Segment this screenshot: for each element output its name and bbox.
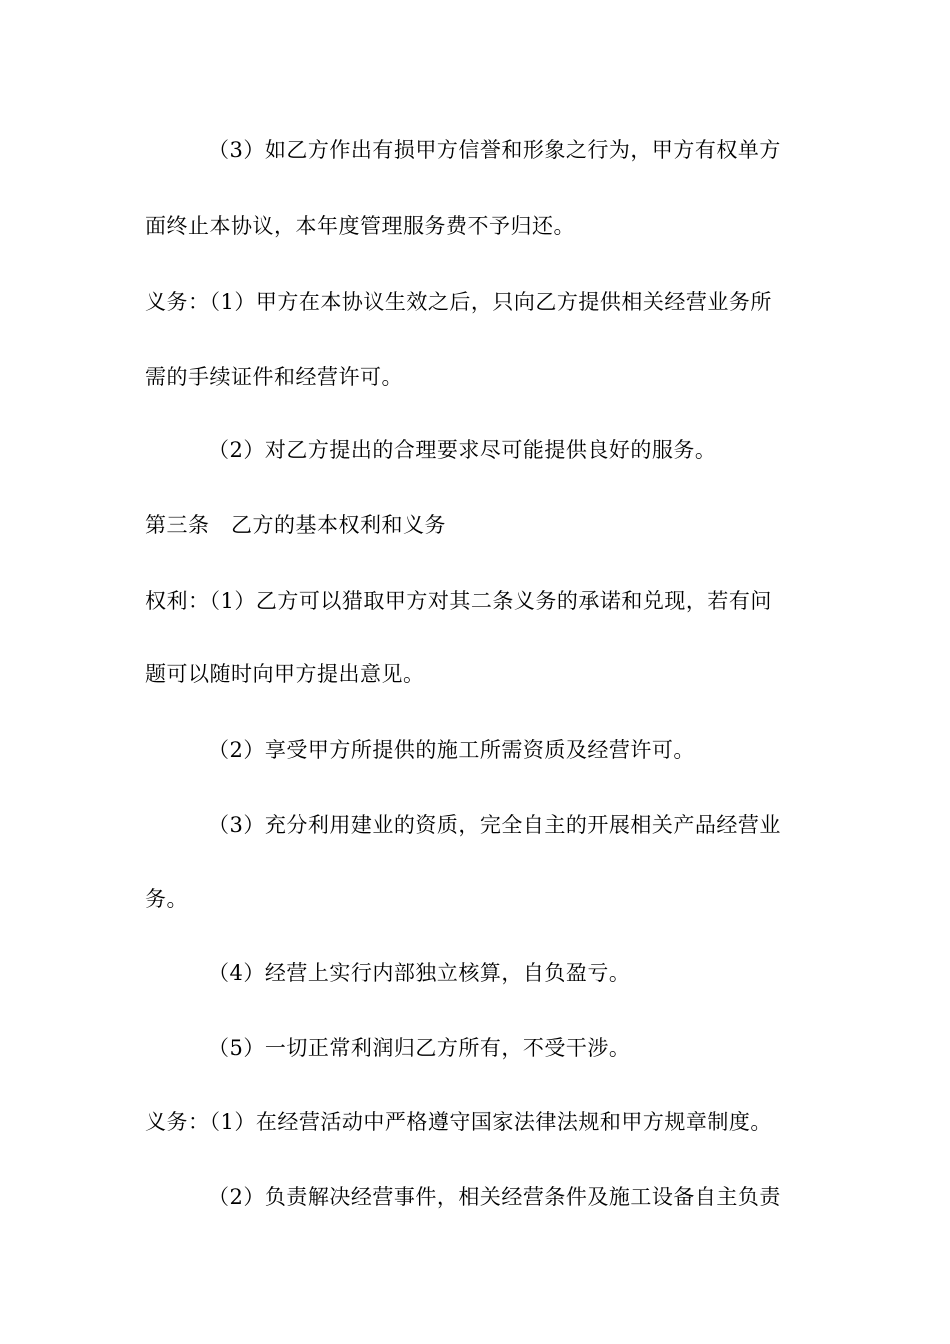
paragraph-line: （3）如乙方作出有损甲方信誉和形象之行为，甲方有权单方 — [208, 138, 781, 162]
paragraph-line: （2）对乙方提出的合理要求尽可能提供良好的服务。 — [208, 438, 717, 462]
paragraph-line: （5）一切正常利润归乙方所有，不受干涉。 — [208, 1036, 631, 1060]
paragraph-line: 权利：（1）乙方可以猎取甲方对其二条义务的承诺和兑现，若有问 — [145, 589, 772, 613]
paragraph-line: 义务：（1）甲方在本协议生效之后，只向乙方提供相关经营业务所 — [145, 290, 772, 314]
paragraph-line: 面终止本协议，本年度管理服务费不予归还。 — [145, 214, 575, 238]
paragraph-line: （4）经营上实行内部独立核算，自负盈亏。 — [208, 961, 631, 985]
paragraph-line: （2）负责解决经营事件，相关经营条件及施工设备自主负责 — [208, 1185, 781, 1209]
paragraph-line: 题可以随时向甲方提出意见。 — [145, 662, 425, 686]
section-heading: 第三条 乙方的基本权利和义务 — [145, 513, 446, 537]
paragraph-line: （3）充分利用建业的资质，完全自主的开展相关产品经营业 — [208, 813, 781, 837]
paragraph-line: 务。 — [145, 887, 188, 911]
paragraph-line: 义务：（1）在经营活动中严格遵守国家法律法规和甲方规章制度。 — [145, 1110, 772, 1134]
paragraph-line: 需的手续证件和经营许可。 — [145, 365, 403, 389]
paragraph-line: （2）享受甲方所提供的施工所需资质及经营许可。 — [208, 738, 695, 762]
